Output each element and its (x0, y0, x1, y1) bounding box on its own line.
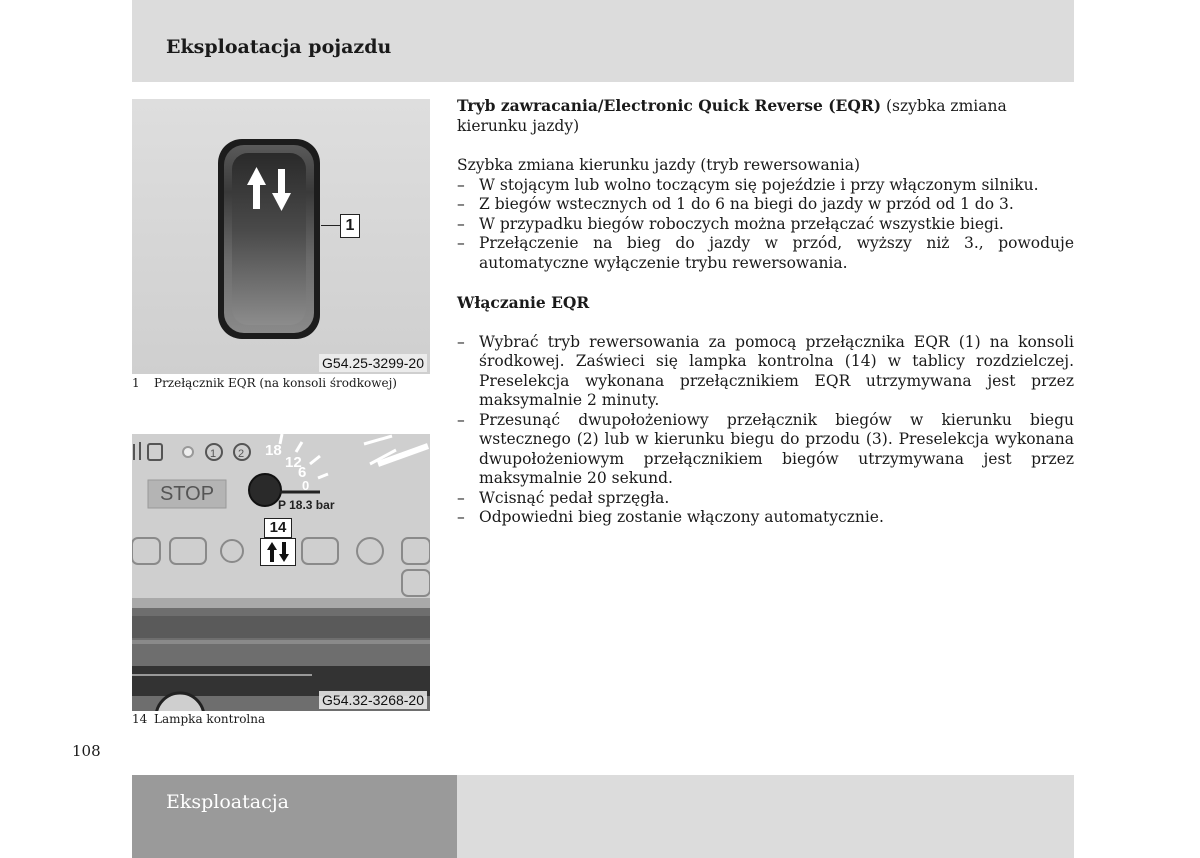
list-item: – Wybrać tryb rewersowania za pomocą przełącznika EQR (1) na konsoli środkowej. Zaświeci się lampka kontrolna (14) w tablicy rozdzielczej. Preselekcja wykonana przełącznikiem EQR utrzymywana jest przez maksymalnie 2 minuty. (457, 333, 1074, 411)
list-item: – Przełączenie na bieg do jazdy w przód, wyższy niż 3., powoduje automatyczne wyłączenie trybu rewersowania. (457, 234, 1074, 273)
figure-code: G54.25-3299-20 (319, 354, 427, 372)
figure-caption-1 (132, 376, 397, 390)
svg-text:1: 1 (210, 448, 217, 460)
caption-text: Przełącznik EQR (na konsoli środkowej) (154, 376, 397, 390)
figure-instrument-cluster (132, 434, 430, 711)
figure-caption-2 (132, 712, 265, 726)
main-content (457, 96, 1074, 528)
gauge-needle-hub (249, 474, 281, 506)
gauge-tick-0: 0 (302, 478, 310, 493)
page-title: Eksploatacja pojazdu (166, 36, 392, 58)
callout-14: 14 (264, 518, 292, 538)
reverse-warning-lamp (260, 538, 296, 566)
pressure-label: P 18.3 bar (278, 498, 335, 512)
caption-number: 1 (132, 376, 140, 390)
section-enable-heading: Włączanie EQR (457, 293, 590, 312)
callout-leader-line (321, 225, 340, 226)
callout-1: 1 (340, 214, 360, 238)
list-item: – Przesunąć dwupołożeniowy przełącznik biegów w kierunku biegu wstecznego (2) lub w kierunku biegu do przodu (3). Preselekcja wykonana dwupołożeniowym przełącznikiem biegów utrzymywana jest przez maksymalnie 20 sekund. (457, 411, 1074, 489)
section-eqr-heading (457, 96, 1074, 136)
caption-text: Lampka kontrolna (154, 712, 266, 726)
svg-text:2: 2 (238, 448, 245, 460)
list-item: – Wcisnąć pedał sprzęgła. (457, 489, 1074, 509)
footer-band (457, 775, 1074, 858)
footer-title: Eksploatacja (166, 791, 289, 813)
eqr-switch-illustration (132, 99, 430, 374)
instrument-cluster-illustration (132, 434, 430, 711)
list-item: – W przypadku biegów roboczych można przełączać wszystkie biegi. (457, 215, 1074, 235)
section-title: Tryb zawracania/Electronic Quick Reverse (EQR) (457, 96, 882, 115)
section-intro: Szybka zmiana kierunku jazdy (tryb rewersowania) (457, 156, 860, 174)
footer-section-tab (132, 775, 457, 858)
list-item: – Odpowiedni bieg zostanie włączony automatycznie. (457, 508, 1074, 528)
page-number: 108 (72, 742, 101, 760)
gauge-tick-18: 18 (265, 442, 282, 459)
header-band (132, 0, 1074, 82)
stop-label: STOP (159, 483, 215, 505)
gauge-tick-6: 6 (298, 464, 307, 481)
figure-code: G54.32-3268-20 (319, 691, 427, 709)
figure-eqr-switch (132, 99, 430, 374)
section-title-rest: (szybka zmiana kierunku jazdy) (457, 97, 1007, 135)
steps-list (457, 333, 1074, 528)
list-item: – W stojącym lub wolno toczącym się pojeździe i przy włączonym silniku. (457, 176, 1074, 196)
caption-number: 14 (132, 712, 148, 726)
gauge-tick-12: 12 (285, 454, 302, 471)
reverse-arrows-icon (261, 539, 295, 565)
list-item: – Z biegów wstecznych od 1 do 6 na biegi do jazdy w przód od 1 do 3. (457, 195, 1074, 215)
conditions-list (457, 176, 1074, 274)
